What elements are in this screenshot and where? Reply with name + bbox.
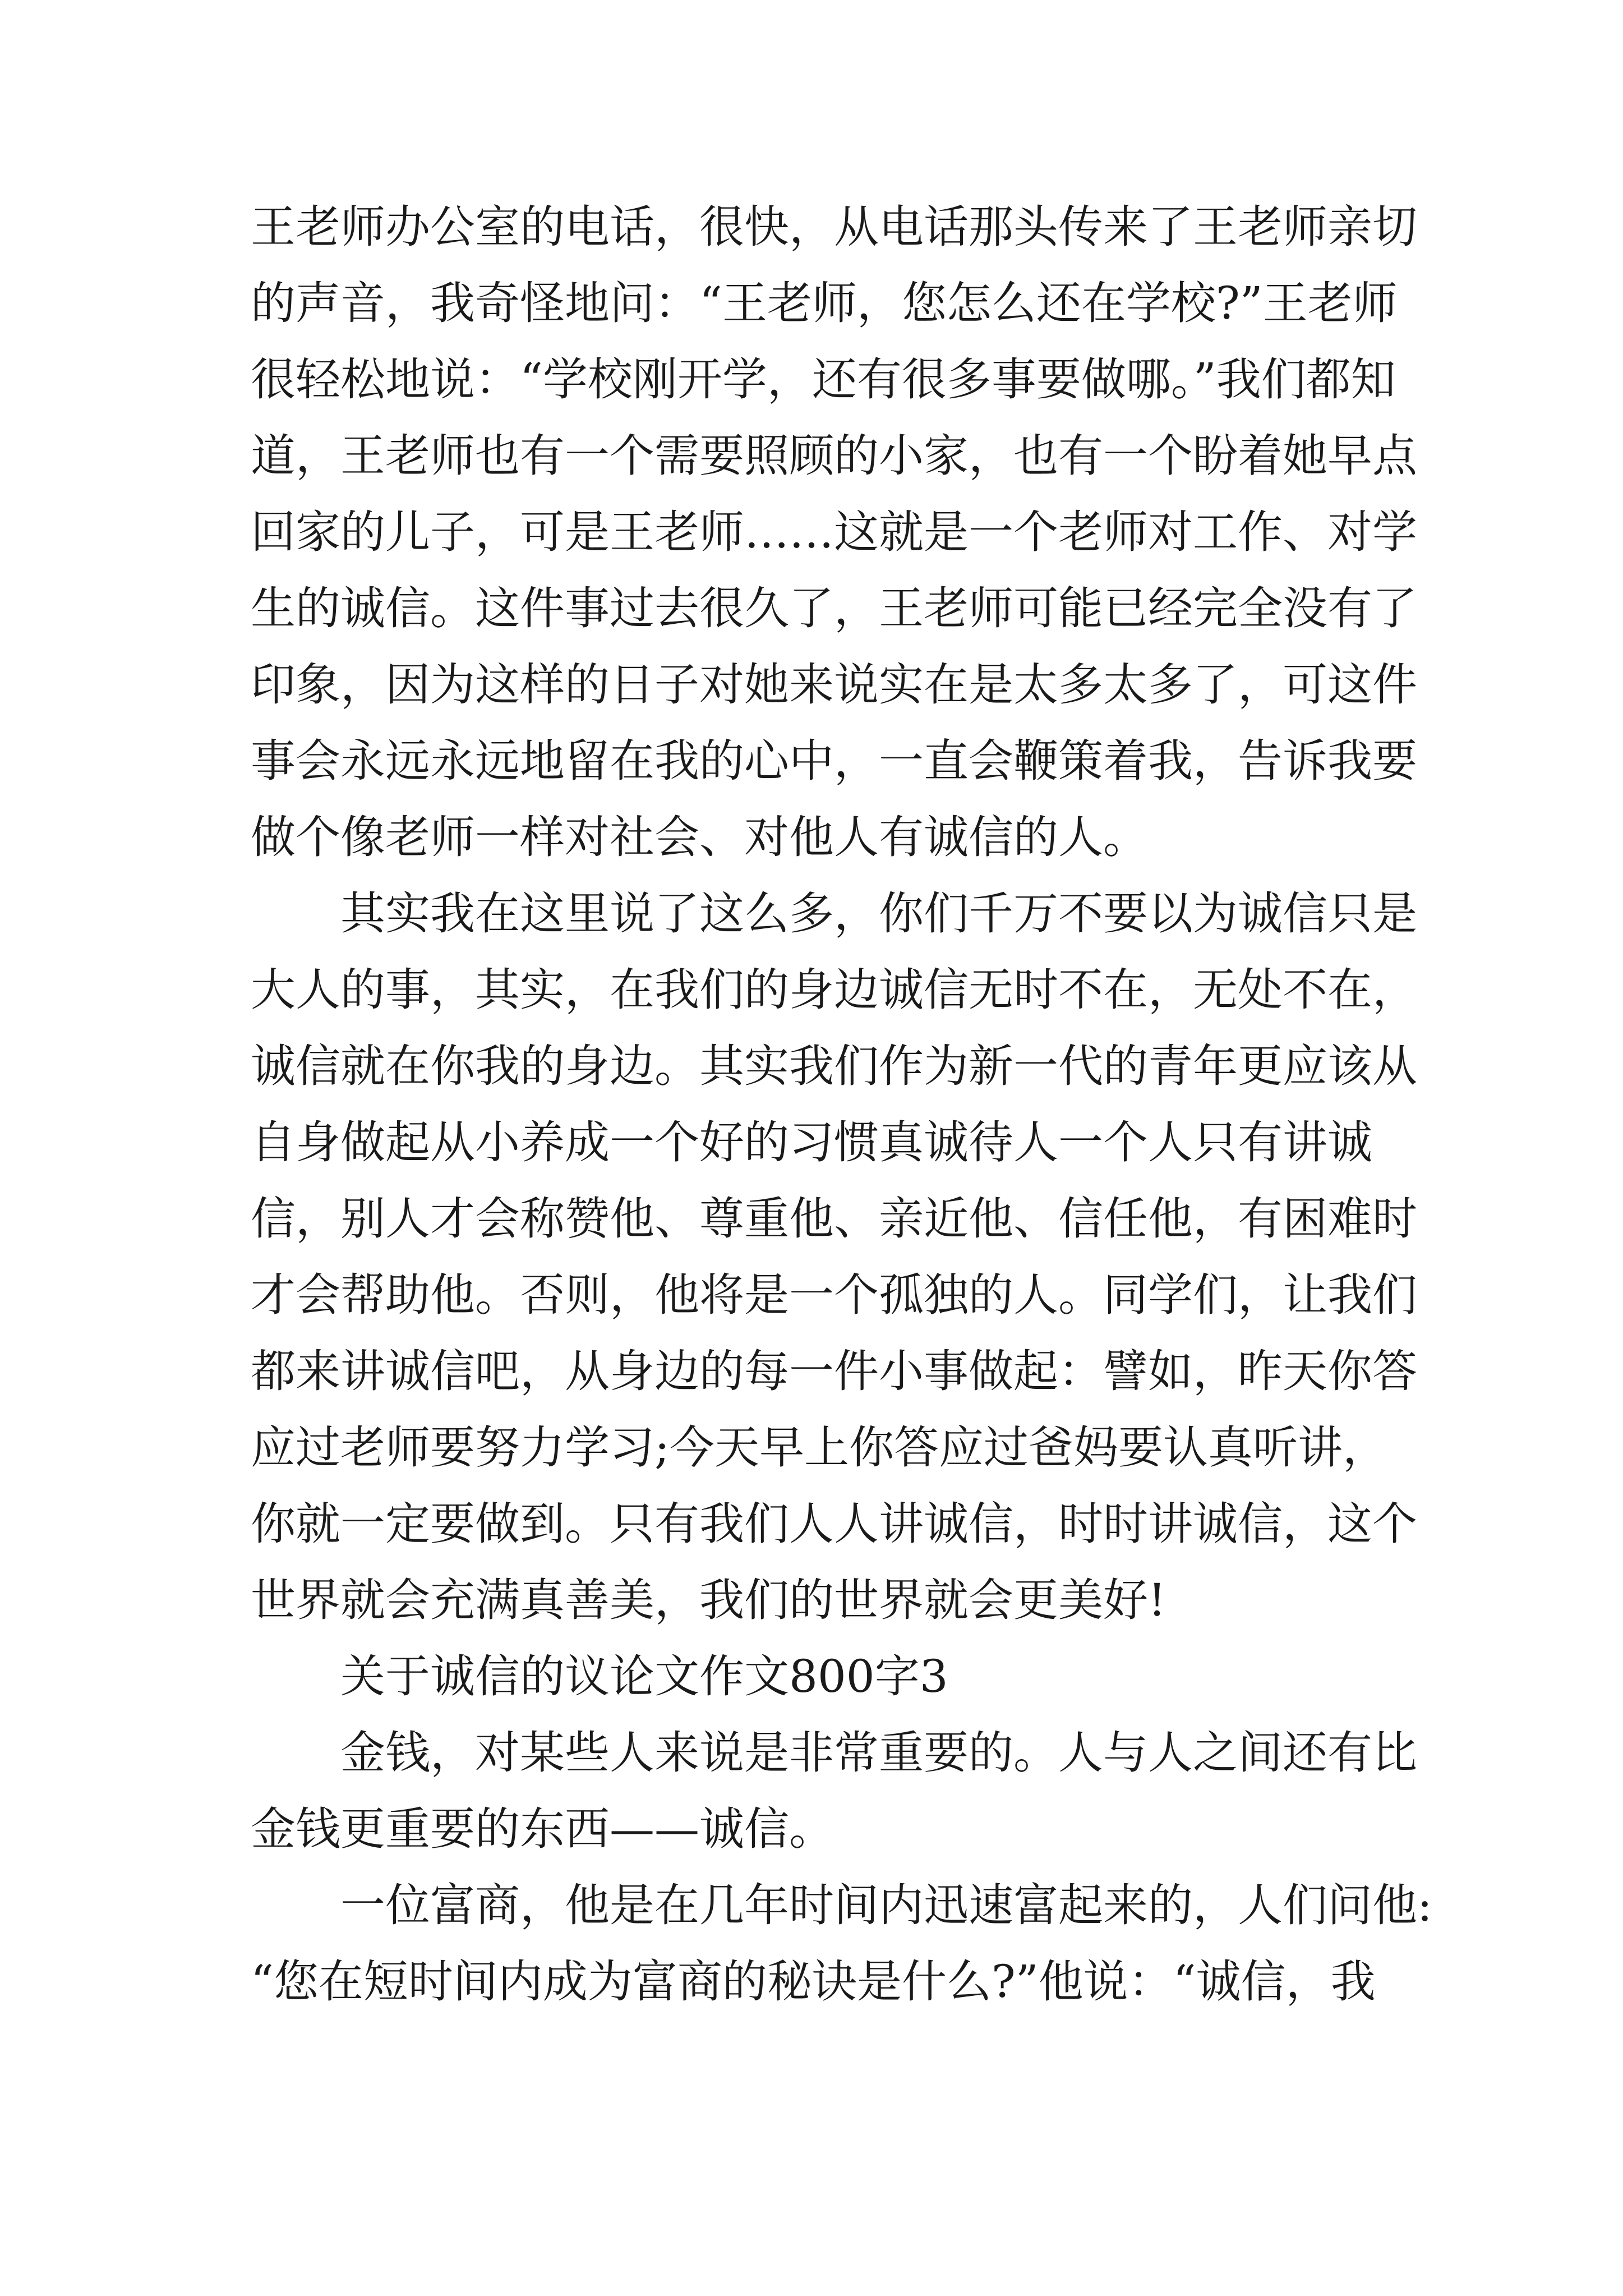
text-line: 的声音，我奇怪地问：“王老师，您怎么还在学校?”王老师 (251, 277, 1398, 329)
text-line: 才会帮助他。否则，他将是一个孤独的人。同学们，让我们 (251, 1269, 1417, 1321)
text-line: 王老师办公室的电话，很快，从电话那头传来了王老师亲切 (251, 201, 1417, 253)
text-line: 道，王老师也有一个需要照顾的小家，也有一个盼着她早点 (251, 430, 1417, 482)
text-line: 很轻松地说：“学校刚开学，还有很多事要做哪。”我们都知 (251, 353, 1396, 406)
section-heading: 关于诚信的议论文作文800字3 (340, 1650, 948, 1703)
text-line: 诚信就在你我的身边。其实我们作为新一代的青年更应该从 (251, 1040, 1417, 1092)
text-line: 回家的儿子，可是王老师……这就是一个老师对工作、对学 (251, 506, 1417, 558)
text-line: 大人的事，其实，在我们的身边诚信无时不在，无处不在， (251, 964, 1417, 1016)
paragraph-first-line: 其实我在这里说了这么多，你们千万不要以为诚信只是 (340, 887, 1417, 940)
paragraph-first-line: 一位富商，他是在几年时间内迅速富起来的，人们问他: (340, 1879, 1432, 1931)
text-line: 信，别人才会称赞他、尊重他、亲近他、信任他，有困难时 (251, 1193, 1417, 1245)
text-line: 事会永远永远地留在我的心中，一直会鞭策着我，告诉我要 (251, 735, 1417, 787)
text-line: 金钱更重要的东西——诚信。 (251, 1803, 834, 1855)
text-line: 自身做起从小养成一个好的习惯真诚待人一个人只有讲诚 (251, 1116, 1372, 1168)
text-line: 都来讲诚信吧，从身边的每一件小事做起：譬如，昨天你答 (251, 1345, 1417, 1397)
text-line: 世界就会充满真善美，我们的世界就会更美好! (251, 1574, 1166, 1626)
text-line: 生的诚信。这件事过去很久了，王老师可能已经完全没有了 (251, 582, 1417, 634)
text-line: 应过老师要努力学习;今天早上你答应过爸妈要认真听讲， (251, 1421, 1387, 1474)
paragraph-first-line: 金钱，对某些人来说是非常重要的。人与人之间还有比 (340, 1727, 1417, 1779)
text-line: “您在短时间内成为富商的秘诀是什么?”他说：“诚信，我 (251, 1955, 1376, 2008)
text-line: 印象，因为这样的日子对她来说实在是太多太多了，可这件 (251, 659, 1417, 711)
text-line: 做个像老师一样对社会、对他人有诚信的人。 (251, 811, 1148, 863)
text-line: 你就一定要做到。只有我们人人讲诚信，时时讲诚信，这个 (251, 1498, 1417, 1550)
